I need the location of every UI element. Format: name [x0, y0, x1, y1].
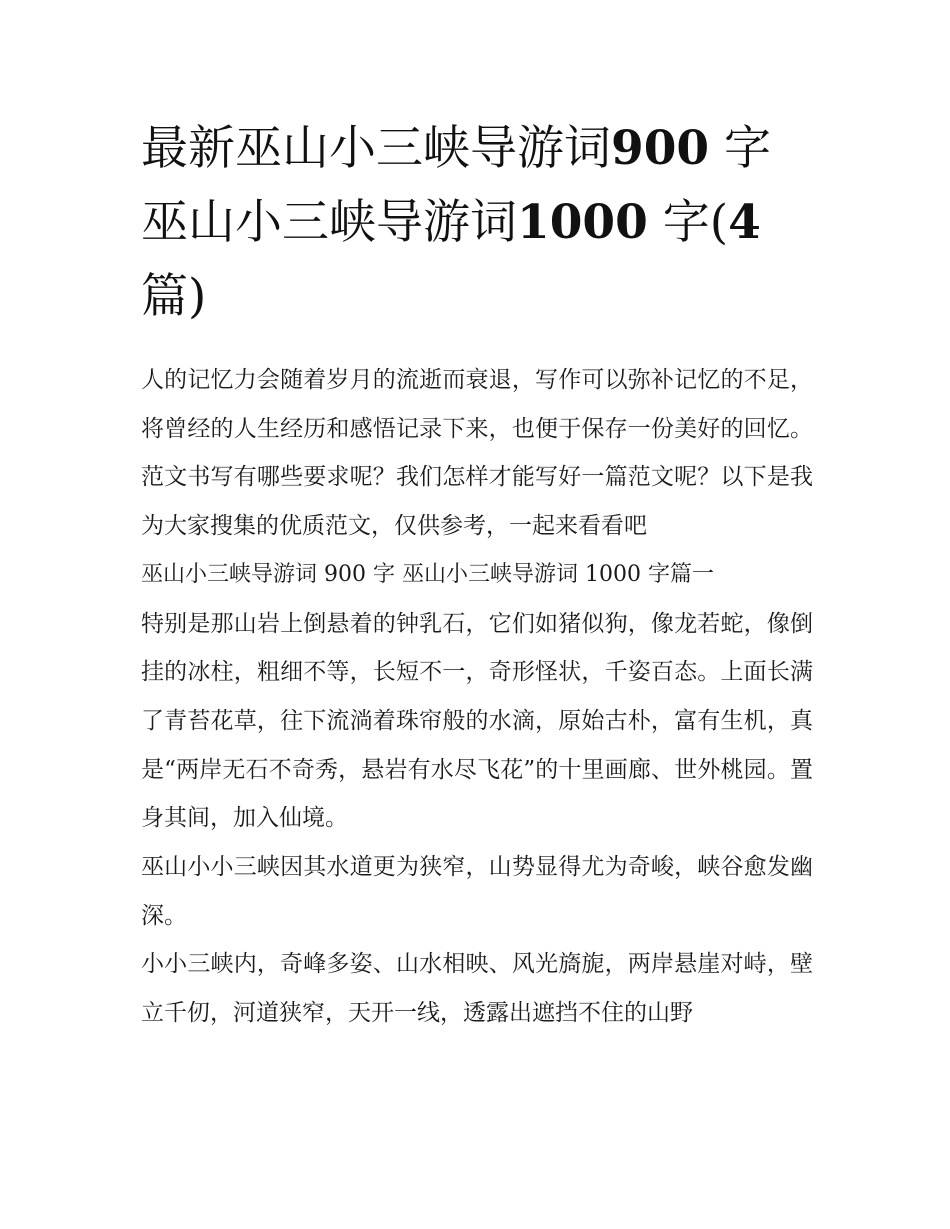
title-number: 4 [728, 195, 761, 250]
body-paragraph: 小小三峡内，奇峰多姿、山水相映、风光旖旎，两岸悬崖对峙，壁立千仞，河道狭窄，天开一线，透露出遮挡不住的山野 [141, 951, 813, 1027]
title-number: 1000 [517, 195, 648, 250]
section-heading: 巫山小三峡导游词 900 字 巫山小三峡导游词 1000 字篇一 [141, 561, 714, 587]
title-text: 字 巫山小三峡导游词 [141, 121, 772, 250]
title-text: 字( [647, 195, 729, 250]
body-paragraph: 特别是那山岩上倒悬着的钟乳石，它们如猪似狗，像龙若蛇，像倒挂的冰柱，粗细不等，长短不一，奇形怪状，千姿百态。上面长满了青苔花草，往下流淌着珠帘般的水滴，原始古朴，富有生机，真是“两岸无石不奇秀，悬岩有水尽飞花”的十里画廊、世外桃园。置身其间，加入仙境。 [141, 610, 813, 832]
title-number: 900 [611, 121, 710, 176]
title-text: 最新巫山小三峡导游词 [141, 121, 611, 176]
body-paragraph: 巫山小小三峡因其水道更为狭窄，山势显得尤为奇峻，峡谷愈发幽深。 [141, 854, 813, 929]
title-text: 篇) [141, 269, 207, 324]
intro-paragraph: 人的记忆力会随着岁月的流逝而衰退，写作可以弥补记忆的不足，将曾经的人生经历和感悟记录下来，也便于保存一份美好的回忆。范文书写有哪些要求呢？我们怎样才能写好一篇范文呢？以下是我为大家搜集的优质范文，仅供参考，一起来看看吧 [141, 367, 813, 540]
page-title [141, 112, 821, 334]
document-body [141, 356, 813, 1038]
